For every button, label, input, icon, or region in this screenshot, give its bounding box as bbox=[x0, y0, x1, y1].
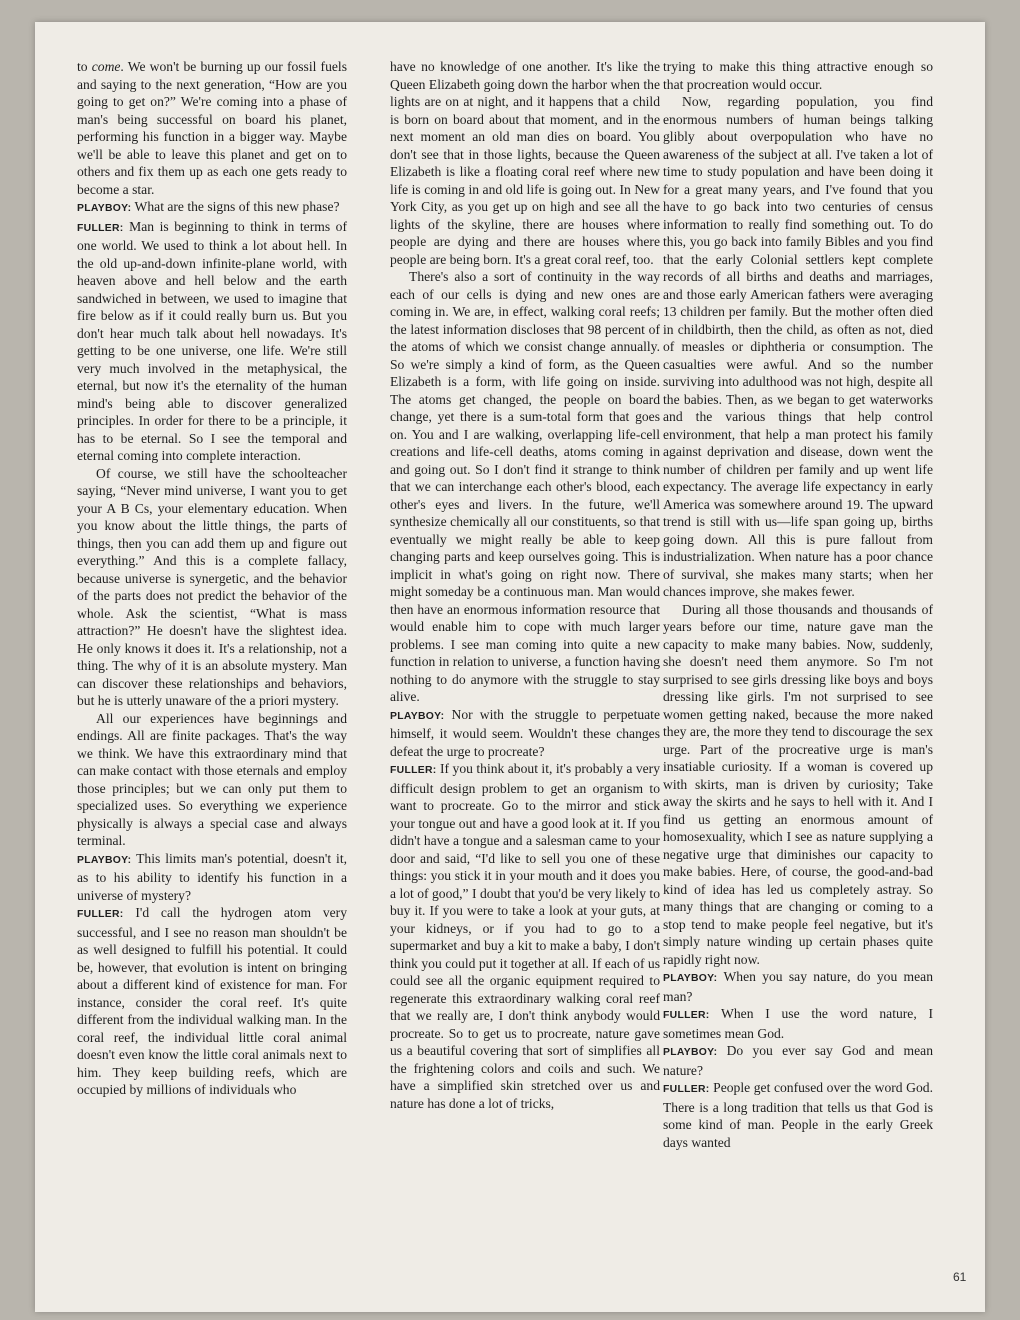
interview-turn bbox=[663, 1005, 933, 1042]
continued-paragraph bbox=[390, 58, 660, 268]
paragraph-text: People get confused over the word God. There is a long tradition that tells us that God is some kind of man. People in the early Greek days wanted bbox=[663, 1080, 933, 1150]
interview-turn bbox=[77, 218, 347, 465]
speaker-label: FULLER: bbox=[663, 1010, 710, 1021]
paragraph-text: Nor with the struggle to perpetuate himself, it would seem. Wouldn't these changes defeat the urge to procreate? bbox=[390, 706, 660, 759]
magazine-page bbox=[35, 22, 985, 1312]
paragraph: All our experiences have beginnings and endings. All are finite packages. That's the way we think. We have this extraordinary mind that can make contact with those eternals and employ those principles; but we can only put them to specialized uses. So everything we experience physically is always a special case and always terminal. bbox=[77, 710, 347, 848]
speaker-label: FULLER: bbox=[663, 1084, 710, 1095]
italic-text: come bbox=[91, 59, 121, 74]
interview-turn bbox=[663, 968, 933, 1005]
interview-turn bbox=[77, 904, 347, 1099]
interview-turn bbox=[390, 706, 660, 761]
continued-paragraph bbox=[663, 58, 933, 93]
paragraph: Now, regarding population, you find enormous numbers of human beings talking glibly about overpopulation who have no awareness of the subject at all. I've taken a lot of time to study population and have been doing it for a great many years, and I've found that you have to go back into two centuries of census information to really find something out. To do this, you go back into family Bibles and you find that the early Colonial settlers kept complete records of all births and deaths and marriages, and those early American fathers were averaging 13 children per family. But the mother often died in childbirth, then the child, as often as not, died of measles or diphtheria or consumption. The casualties were awful. And so the number surviving into adulthood was not high, despite all the babies. Then, as we began to get waterworks and the various things that help control environment, that help a man protect his family against deprivation and disease, down went the number of children per family and up went life expectancy. The average life expectancy in early America was somewhere around 19. The upward trend is still with us—life span going up, births going down. All this is pure fallout from industrialization. When nature has a poor chance of survival, she makes many starts; when her chances improve, she makes fewer. bbox=[663, 94, 933, 599]
paragraph-text: have no knowledge of one another. It's like the Queen Elizabeth going down the harbor when the lights are on at night, and it happens that a child is born on board about that moment, and in the next moment an old man dies on board. You don't see that in those lights, because the Queen Elizabeth is like a floating coral reef where new life is coming in and old life is going out. In New York City, as you get up on high and see all the lights of the skyline, there are houses where people are dying and there are houses where people are being born. It's a great coral reef, too. bbox=[390, 59, 660, 267]
interview-turn bbox=[77, 850, 347, 905]
paragraph-text: Do you ever say God and mean nature? bbox=[663, 1043, 933, 1078]
text-column-2 bbox=[390, 58, 660, 1112]
speaker-label: PLAYBOY: bbox=[663, 1047, 718, 1058]
speaker-label: PLAYBOY: bbox=[390, 710, 445, 722]
speaker-label: PLAYBOY: bbox=[77, 203, 132, 214]
paragraph-text: This limits man's potential, doesn't it, as to his ability to identify his function in a universe of mystery? bbox=[77, 850, 347, 903]
paragraph-text: . We won't be burning up our fossil fuels and saying to the next generation, “How are you going to get on?” We're coming into a phase of man's being successful on board his planet, performing his function in a bigger way. Maybe we'll be able to leave this planet and get on to others and fix them up as each one gets ready to become a star. bbox=[77, 59, 347, 197]
paragraph-text: When you say nature, do you mean man? bbox=[663, 969, 933, 1004]
paragraph-text: If you think about it, it's probably a very difficult design problem to get an organism to want to procreate. Go to the mirror and stick your tongue out and have a good look at it. If you didn't have a tongue and a salesman came to your door and said, “I'd like to sell you one of these things: you stick it in your mouth and it does you a lot of good,” I doubt that you'd be very likely to buy it. If you were to take a look at your guts, at your kidneys, or if you had to go to a supermarket and buy a kit to make a baby, I don't think you could put it together at all. If each of us could see all the organic equipment required to regenerate this extraordinary walking coral reef that we really are, I don't think anybody would procreate. So to get us to procreate, nature gave us a beautiful covering that sort of simplifies all the frightening colors and coils and such. We have a simplified skin stretched over us and nature has done a lot of tricks, bbox=[390, 761, 661, 1111]
page-number: 61 bbox=[953, 1270, 967, 1284]
speaker-label: FULLER: bbox=[77, 222, 124, 234]
paragraph-text: What are the signs of this new phase? bbox=[134, 199, 340, 214]
interview-turn bbox=[663, 1042, 933, 1079]
text-column-3 bbox=[663, 58, 933, 1151]
paragraph-text: Man is beginning to think in terms of one world. We used to think a lot about hell. In the old up-and-down infinite-plane world, with heaven above and hell below and the earth sandwiched in between, we used to imagine that fire below as if it could really burn us. But you don't hear much talk about hell nowadays. It's getting to be one universe, one life. We're still very much involved in the metaphysical, the eternal, but now it's the eternality of the human mind's being able to discover generalized principles. In order for there to be a principle, it has to be eternal. So I see the temporal and eternal coming into complete interaction. bbox=[77, 218, 347, 463]
paragraph-text: When I use the word nature, I sometimes mean God. bbox=[663, 1006, 933, 1041]
speaker-label: PLAYBOY: bbox=[77, 854, 132, 866]
paragraph: Of course, we still have the schoolteacher saying, “Never mind universe, I want you to get your A B Cs, your elementary education. When you know about the little things, the parts of things, then you can add them up and figure out everything.” And this is a complete fallacy, because universe is synergetic, and the behavior of the parts does not predict the behavior of the whole. Ask the scientist, “What is mass attraction?” He doesn't have the slightest idea. He only knows it does it. It's a relationship, not a thing. The why of it is an absolute mystery. Man can discover these relationships and behaviors, but he is utterly unaware of the a priori mystery. bbox=[77, 465, 347, 708]
paragraph-text: I'd call the hydrogen atom very successful, and I see no reason man shouldn't be as well designed to fulfill his potential. It could be, however, that evolution is intent on bringing about a different kind of existence for man. For instance, consider the coral reef. It's quite different from the individual walking man. In the coral reef, the individual little coral animal doesn't even know the little coral animals next to him. They keep building reefs, which are occupied by millions of individuals who bbox=[77, 905, 347, 1097]
interview-turn bbox=[663, 1079, 933, 1151]
paragraph: During all those thousands and thousands of years before our time, nature gave man the capacity to make many babies. Now, suddenly, she doesn't need them anymore. So I'm not surprised to see girls dressing like boys and boys dressing like girls. I'm not surprised to see women getting naked, because the more naked they are, the more they tend to discourage the sex urge. Part of the procreative urge is man's insatiable curiosity. If a woman is covered up with skirts, man is driven by curiosity; Take away the skirts and he says to hell with it. And I find us getting an enormous amount of homosexuality, which I see as nature supplying a negative urge that diminishes our capacity to make babies. Here, of course, the good-and-bad kind of idea has led us completely astray. So many things that are changing or coming to a stop tend to make people feel negative, but it's simply nature winding up certain phases quite rapidly right now. bbox=[663, 601, 933, 967]
speaker-label: PLAYBOY: bbox=[663, 973, 718, 984]
interview-turn bbox=[77, 198, 347, 218]
continued-paragraph bbox=[77, 58, 347, 198]
speaker-label: FULLER: bbox=[390, 765, 437, 776]
paragraph: There's also a sort of continuity in the way each of our cells is dying and new ones are coming in. We are, in effect, walking coral reefs; the latest information discloses that 98 percent of the atoms of which we consist change annually. So we're simply a kind of form, as the Queen Elizabeth is a form, with life going on inside. The atoms get changed, the people on board change, yet there is a sum-total form that goes on. You and I are walking, overlapping life-cell creations and life-cell deaths, atoms coming in and going out. So I don't find it strange to think that we can interchange each other's blood, each other's eyes and livers. In the future, we'll synthesize chemically all our constituents, so that eventually we might really be able to keep changing parts and keep ourselves going. This is implicit in what's going on right now. There might someday be a continuous man. Man would then have an enormous information resource that would enable him to cope with much larger problems. I see man coming into quite a new function in relation to universe, a function having nothing to do anymore with the struggle to stay alive. bbox=[390, 269, 660, 704]
paragraph-text: to bbox=[77, 59, 92, 74]
text-column-1 bbox=[77, 58, 347, 1099]
paragraph-text: trying to make this thing attractive enough so that procreation would occur. bbox=[663, 59, 933, 92]
interview-turn bbox=[390, 760, 660, 1112]
speaker-label: FULLER: bbox=[77, 909, 124, 920]
